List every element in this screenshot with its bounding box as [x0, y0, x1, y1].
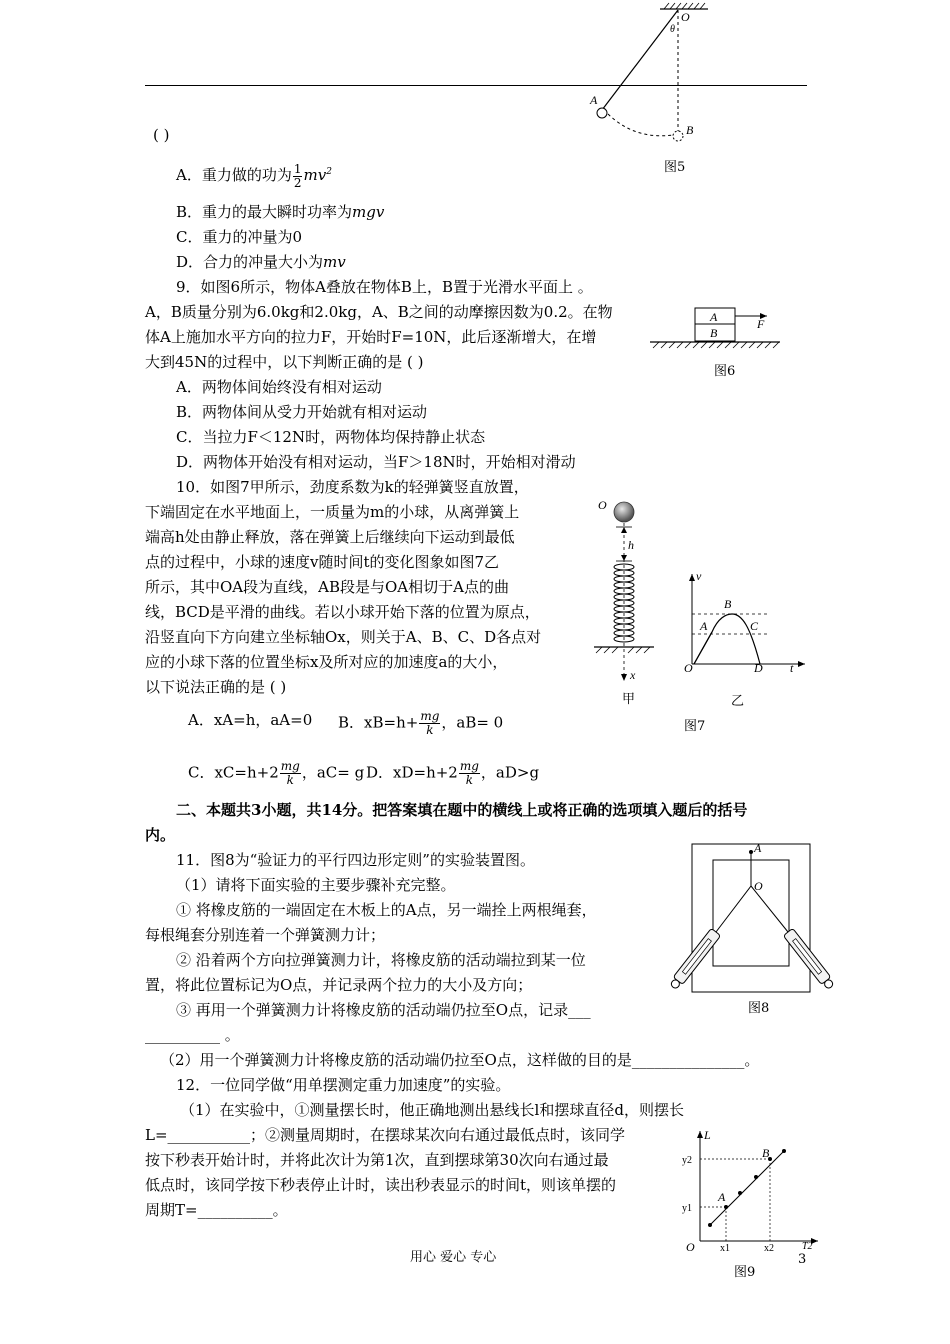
q10-option-c	[188, 760, 364, 787]
fig9-label-x2: x2	[764, 1243, 774, 1254]
q11-line-9: （2）用一个弹簧测力计将橡皮筋的活动端仍拉至O点，这样做的目的是_______________。	[160, 1051, 760, 1069]
figure-7b-vt-graph	[680, 568, 810, 678]
section-2-line-1: 二、本题共3小题，共14分。把答案填在题中的横线上或将正确的选项填入题后的括号	[176, 801, 748, 819]
page-number: 3	[798, 1252, 807, 1267]
fig7-label-v: v	[696, 569, 702, 583]
q11-line-3: ① 将橡皮筋的一端固定在木板上的A点，另一端拴上两根绳套，	[176, 901, 597, 919]
q11-line-5: ② 沿着两个方向拉弹簧测力计，将橡皮筋的活动端拉到某一位	[176, 951, 586, 969]
frac-den: k	[465, 773, 474, 787]
fig5-label-theta: θ	[670, 24, 675, 35]
section-2-line-2: 内。	[145, 826, 176, 844]
q10-line-6: 线，BCD是平滑的曲线。若以小球开始下落的位置为原点，	[145, 603, 540, 621]
q10-option-b-pre: B．xB=h+	[338, 713, 419, 732]
fig7-label-D: D	[754, 661, 763, 675]
q9-line-1: 9．如图6所示，物体A叠放在物体B上，B置于光滑水平面上 。	[176, 278, 593, 296]
fig5-label-A: A	[590, 93, 598, 107]
q8-option-b	[176, 202, 384, 222]
frac-den: k	[286, 773, 294, 787]
q11-line-4: 每根绳套分别连着一个弹簧测力计；	[145, 926, 386, 944]
q8-option-d-value: mv	[323, 253, 346, 271]
q8-option-a	[176, 162, 332, 190]
q10-line-1: 10．如图7甲所示，劲度系数为k的轻弹簧竖直放置，	[176, 478, 529, 496]
q10-fraction-mg-k	[459, 760, 480, 787]
figure-8-apparatus	[668, 838, 843, 998]
q12-line-4: 按下秒表开始计时，并将此次计为第1次，直到摆球第30次向右通过最	[145, 1151, 609, 1169]
fig9-label-L: L	[704, 1128, 711, 1142]
figure-7a-spring	[590, 495, 660, 685]
q12-line-6: 周期T=__________。	[145, 1201, 288, 1219]
q9-option-c: C．当拉力F＜12N时，两物体均保持静止状态	[176, 428, 486, 446]
figure-8-caption: 图8	[748, 1001, 770, 1016]
q11-line-7: ③ 再用一个弹簧测力计将橡皮筋的活动端仍拉至O点，记录___	[176, 1001, 591, 1019]
fig9-label-x1: x1	[720, 1243, 730, 1254]
q8-fraction-half	[293, 163, 303, 190]
q12-line-1: 12．一位同学做“用单摆测定重力加速度”的实验。	[176, 1076, 511, 1094]
fig8-label-A: A	[754, 841, 762, 855]
frac-num: mg	[420, 709, 440, 723]
q12-line-3: L=___________；②测量周期时，在摆球某次向右通过最低点时，该同学	[145, 1126, 626, 1144]
q8-option-c: C．重力的冲量为0	[176, 228, 303, 246]
q10-line-7: 沿竖直向下方向建立坐标轴Ox，则关于A、B、C、D各点对	[145, 628, 542, 646]
q10-option-d-pre: D．xD=h+2	[366, 763, 458, 782]
fig6-label-B: B	[710, 326, 718, 340]
q11-line-6: 置，将此位置标记为O点，并记录两个拉力的大小及方向；	[145, 976, 533, 994]
q9-line-3: 体A上施加水平方向的拉力F，开始时F=10N，此后逐渐增大，在增	[145, 328, 597, 346]
q8-option-b-text: B．重力的最大瞬时功率为	[176, 203, 353, 221]
figure-7a-caption: 甲	[622, 692, 636, 707]
q10-line-3: 端高h处由静止释放，落在弹簧上后继续向下运动到最低	[145, 528, 515, 546]
q10-option-a: A．xA=h，aA=0	[188, 711, 313, 729]
fig7-label-O2: O	[684, 661, 693, 675]
q10-fraction-mg-k	[280, 760, 301, 787]
fig7-label-B: B	[724, 597, 732, 611]
frac-num: 1	[293, 161, 302, 176]
q10-option-b-post: ，aB= 0	[441, 713, 504, 732]
fig7-label-O: O	[598, 498, 607, 512]
fig9-label-A: A	[718, 1190, 726, 1204]
footer-slogan: 用心 爱心 专心	[410, 1250, 497, 1265]
fig5-label-O: O	[681, 10, 690, 24]
figure-6-caption: 图6	[714, 364, 736, 379]
q10-line-5: 所示，其中OA段为直线，AB段是与OA相切于A点的曲	[145, 578, 509, 596]
fig9-label-y2: y2	[682, 1155, 692, 1166]
q10-line-8: 应的小球下落的位置坐标x及所对应的加速度a的大小，	[145, 653, 508, 671]
q9-option-d: D．两物体开始没有相对运动，当F＞18N时，开始相对滑动	[176, 453, 576, 471]
q10-option-c-pre: C．xC=h+2	[188, 763, 279, 782]
figure-6-blocks	[645, 300, 785, 360]
frac-den: 2	[293, 175, 302, 190]
q10-option-d-post: ，aD>g	[480, 763, 540, 782]
fig6-label-F: F	[757, 317, 765, 331]
q9-line-4: 大到45N的过程中，以下判断正确的是 ( )	[145, 353, 424, 371]
q10-line-9: 以下说法正确的是 ( )	[145, 678, 287, 696]
figure-9-caption: 图9	[734, 1265, 756, 1280]
q10-line-2: 下端固定在水平地面上，一质量为m的小球，从离弹簧上	[145, 503, 520, 521]
fig9-label-O: O	[686, 1240, 695, 1254]
q8-option-b-value: mgv	[352, 203, 385, 221]
frac-den: k	[426, 723, 434, 737]
fig9-label-y1: y1	[682, 1203, 692, 1214]
figure-5-caption: 图5	[664, 160, 686, 175]
q10-option-d	[366, 760, 539, 787]
q11-line-8: __________ 。	[145, 1026, 240, 1044]
fig7-label-t: t	[790, 661, 794, 675]
q11-line-2: （1）请将下面实验的主要步骤补充完整。	[176, 876, 456, 894]
q8-option-d-text: D．合力的冲量大小为	[176, 253, 324, 271]
figure-5-pendulum	[580, 0, 720, 150]
fig9-label-T2: T2	[802, 1241, 813, 1252]
q10-line-4: 点的过程中，小球的速度v随时间t的变化图象如图7乙	[145, 553, 500, 571]
q9-option-a: A．两物体间始终没有相对运动	[176, 378, 382, 396]
q8-option-a-exp: 2	[326, 167, 332, 177]
q12-line-5: 低点时，该同学按下秒表停止计时，读出秒表显示的时间t，则该单摆的	[145, 1176, 617, 1194]
frac-num: mg	[459, 759, 479, 773]
q12-line-2: （1）在实验中，①测量摆长时，他正确地测出悬线长l和摆球直径d，则摆长	[180, 1101, 684, 1119]
q10-fraction-mg-k	[419, 710, 440, 737]
fig7-label-x: x	[630, 668, 636, 682]
fig9-label-B: B	[762, 1146, 770, 1160]
q8-option-a-text: A．重力做的功为	[176, 166, 292, 184]
fig8-label-O: O	[754, 879, 763, 893]
q10-option-c-post: ，aC= g	[301, 763, 365, 782]
figure-7-caption: 图7	[684, 719, 706, 734]
q10-option-b	[338, 710, 503, 737]
fig7-label-h: h	[628, 538, 634, 552]
frac-num: mg	[280, 759, 300, 773]
q9-line-2: A，B质量分别为6.0kg和2.0kg，A、B之间的动摩擦因数为0.2。在物	[145, 303, 613, 321]
figure-9-l-t2-graph	[678, 1125, 823, 1255]
figure-7b-caption: 乙	[731, 694, 745, 709]
q8-option-d	[176, 252, 346, 272]
q8-option-a-mv: mv	[303, 166, 327, 184]
q9-option-b: B．两物体间从受力开始就有相对运动	[176, 403, 428, 421]
fig5-label-B: B	[686, 123, 694, 137]
q11-line-1: 11．图8为“验证力的平行四边形定则”的实验装置图。	[176, 851, 535, 869]
q8-bracket: ( )	[153, 126, 170, 144]
fig7-label-A: A	[700, 619, 708, 633]
fig7-label-C: C	[750, 619, 759, 633]
fig6-label-A: A	[710, 310, 718, 324]
